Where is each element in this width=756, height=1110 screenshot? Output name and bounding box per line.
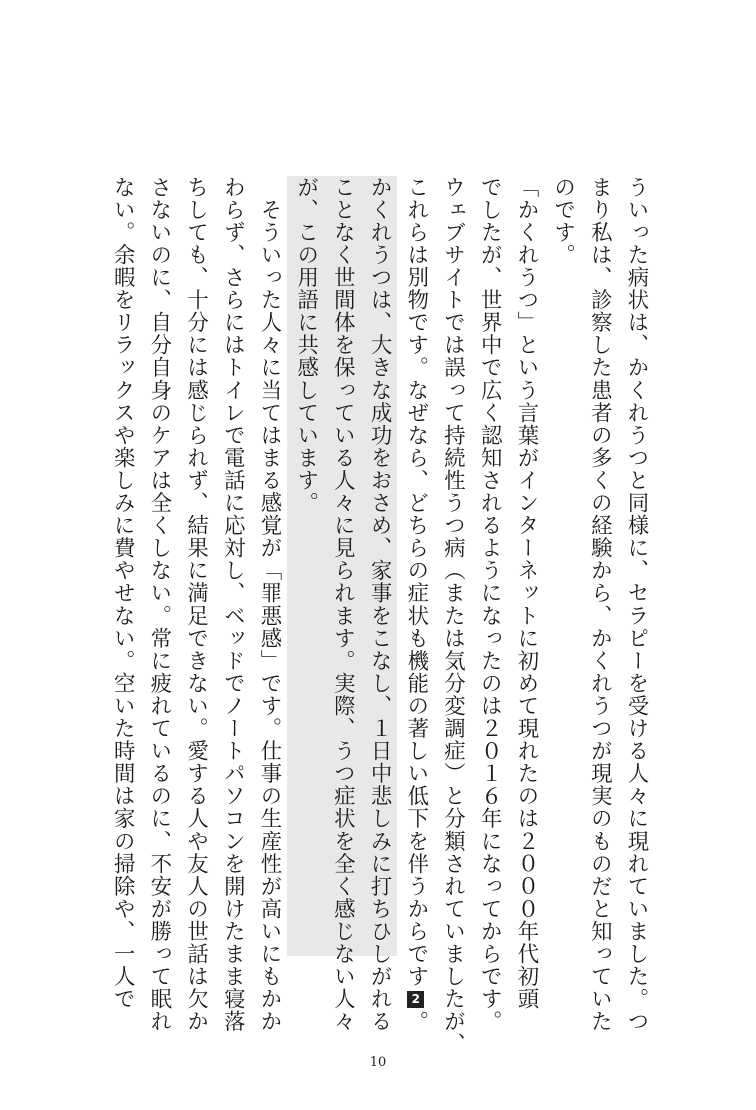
footnote-marker: 2 [408,991,423,1007]
highlighted-text-line: が、この用語に共感しています。 [287,176,324,956]
text-line: わらず、さらにはトイレで電話に応対し、ベッドでノートパソコンを開けたまま寝落 [220,176,246,1033]
text-line: ちしても、十分には感じられず、結果に満足できない。愛する人や友人の世話は欠か [183,176,209,1033]
text-line: そういった人々に当てはまる感覚が「罪悪感」です。仕事の生産性が高いにもかか [256,176,282,1033]
text-line: さないのに、自分自身のケアは全くしない。常に疲れているのに、不安が勝って眠れ [146,176,172,1033]
vertical-text-body [103,176,654,1056]
text-line-tail: 。 [403,1010,429,1034]
text-line: ういった病状は、かくれうつと同様に、セラピーを受ける人々に現れていました。つ [624,176,649,1033]
highlighted-text-line: ことなく世間体を保っている人々に見られます。実際、うつ症状を全く感じない人々 [324,176,361,956]
text-line: のです。 [550,176,576,267]
text-line-segment: これらは別物です。なぜなら、どちらの症状も機能の著しい低下を伴うからです [403,176,429,988]
text-line: 「かくれうつ」という言葉がインターネットに初めて現れたのは２０００年代初頭 [513,176,539,1011]
text-line: ウェブサイトでは誤って持続性うつ病（または気分変調症）と分類されていましたが、 [440,176,466,1056]
text-line: でしたが、世界中で広く認知されるようになったのは２０１６年になってからです。 [477,176,503,1033]
text-line-with-marker [397,176,434,1034]
highlighted-text-line: かくれうつは、大きな成功をおさめ、家事をこなし、１日中悲しみに打ちひしがれる [360,176,397,956]
page-number: 10 [369,1055,387,1070]
text-line: ない。余暇をリラックスや楽しみに費やせない。空いた時間は家の掃除や、一人で [110,176,136,1011]
text-line: まり私は、診察した患者の多くの経験から、かくれうつが現実のものだと知っていた [587,176,613,1033]
